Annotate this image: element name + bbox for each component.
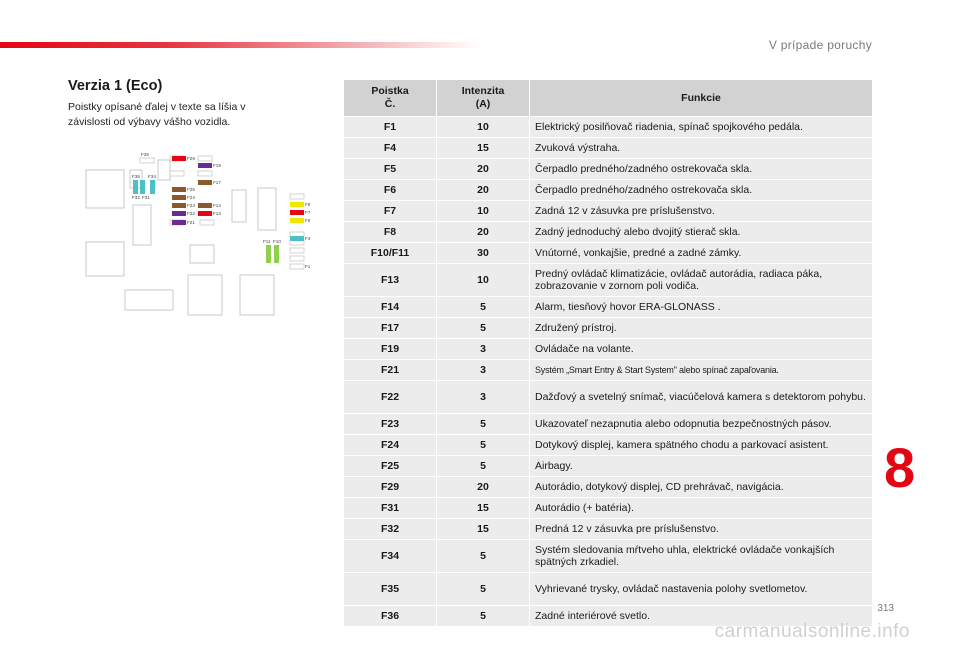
table-row: F4 15 Zvuková výstraha. <box>344 138 873 159</box>
relay-block <box>125 290 173 310</box>
label-f1: F1 <box>305 264 311 269</box>
table-row: F36 5 Zadné interiérové svetlo. <box>344 606 873 627</box>
relay-block <box>258 188 276 230</box>
label-f4: F4 <box>305 236 311 241</box>
table-row: F6 20 Čerpadlo predného/zadného ostrekovača skla. <box>344 180 873 201</box>
relay-block <box>232 190 246 222</box>
label-f29: F29 <box>187 156 195 161</box>
fuse-f22 <box>172 211 186 216</box>
fuse-f7 <box>290 210 304 215</box>
fuse-f25 <box>172 187 186 192</box>
header-fuse: Poistka Č. <box>344 80 437 117</box>
fuse-f10 <box>274 245 279 263</box>
relay-block <box>86 170 124 208</box>
fuse-f36 <box>133 180 138 194</box>
label-f25: F25 <box>187 187 195 192</box>
relay-block <box>133 205 151 245</box>
label-f17: F17 <box>213 180 221 185</box>
label-f21: F21 <box>187 220 195 225</box>
fuse-f6 <box>290 218 304 223</box>
fuse-slot <box>140 158 154 163</box>
table-row: F25 5 Airbagy. <box>344 456 873 477</box>
table-header-row <box>344 80 873 117</box>
fuse-f4 <box>290 236 304 241</box>
fuse-slot <box>198 156 212 161</box>
table-row: F13 10 Predný ovládač klimatizácie, ovládač autorádia, radiaca páka, zobrazovanie v zornom poli vodiča. <box>344 264 873 297</box>
fuse-slot <box>200 220 214 225</box>
fuse-f13 <box>198 211 212 216</box>
relay-block <box>240 275 274 315</box>
section-title: Verzia 1 (Eco) <box>68 78 163 94</box>
table-row: F7 10 Zadná 12 v zásuvka pre príslušenstvo. <box>344 201 873 222</box>
table-row: F21 3 Systém „Smart Entry & Start System" alebo spínač zapaľovania. <box>344 360 873 381</box>
fuse-f8 <box>290 202 304 207</box>
fuse-f17 <box>198 180 212 185</box>
label-f31: F31 <box>142 195 150 200</box>
table-row: F1 10 Elektrický posilňovač riadenia, spínač spojkového pedála. <box>344 117 873 138</box>
table-row: F23 5 Ukazovateľ nezapnutia alebo odopnutia bezpečnostných pásov. <box>344 414 873 435</box>
table-row: F34 5 Systém sledovania mŕtveho uhla, elektrické ovládače vonkajších spätných zrkadiel. <box>344 540 873 573</box>
fuse-box-diagram <box>80 150 320 325</box>
fuse-f19 <box>198 163 212 168</box>
fuse-f31 <box>150 180 155 194</box>
label-f13: F13 <box>213 211 221 216</box>
chapter-title: V prípade poruchy <box>768 38 872 52</box>
fuse-slot <box>198 171 212 176</box>
fuse-f1 <box>290 264 304 269</box>
label-f8: F8 <box>305 202 311 207</box>
fuse-f14 <box>198 203 212 208</box>
fuse-slot <box>290 256 304 261</box>
fuse-f24 <box>172 195 186 200</box>
label-f7: F7 <box>305 210 311 215</box>
fuse-slot <box>290 248 304 253</box>
table-row: F14 5 Alarm, tiesňový hovor ERA-GLONASS . <box>344 297 873 318</box>
fuse-f29 <box>172 156 186 161</box>
watermark: carmanualsonline.info <box>714 621 910 642</box>
label-f19: F19 <box>213 163 221 168</box>
header-accent-bar <box>0 42 480 48</box>
header-amperage: Intenzita (A) <box>437 80 530 117</box>
table-row: F8 20 Zadný jednoduchý alebo dvojitý stierač skla. <box>344 222 873 243</box>
fuse-f21 <box>172 220 186 225</box>
label-f32: F32 <box>132 195 140 200</box>
relay-block <box>86 242 124 276</box>
fuse-f23 <box>172 203 186 208</box>
table-row: F22 3 Dažďový a svetelný snímač, viacúčelová kamera s detektorom pohybu. <box>344 381 873 414</box>
section-intro: Poistky opísané ďalej v texte sa líšia v závislosti od výbavy vášho vozidla. <box>68 101 246 128</box>
label-f24: F24 <box>187 195 195 200</box>
label-f35: F35 <box>141 152 149 157</box>
relay-block <box>158 160 170 180</box>
table-row: F31 15 Autorádio (+ batéria). <box>344 498 873 519</box>
table-row: F32 15 Predná 12 v zásuvka pre príslušenstvo. <box>344 519 873 540</box>
table-row: F10/F11 30 Vnútorné, vonkajšie, predné a zadné zámky. <box>344 243 873 264</box>
label-f36: F36 <box>132 174 140 179</box>
table-row: F19 3 Ovládače na volante. <box>344 339 873 360</box>
label-f6: F6 <box>305 218 311 223</box>
table-row: F29 20 Autorádio, dotykový displej, CD prehrávač, navigácia. <box>344 477 873 498</box>
table-row: F24 5 Dotykový displej, kamera spätného chodu a parkovací asistent. <box>344 435 873 456</box>
label-f11: F11 <box>263 239 271 244</box>
label-f14: F14 <box>213 203 221 208</box>
table-row: F5 20 Čerpadlo predného/zadného ostrekovača skla. <box>344 159 873 180</box>
table-row: F35 5 Vyhrievané trysky, ovládač nastavenia polohy svetlometov. <box>344 573 873 606</box>
label-f22: F22 <box>187 211 195 216</box>
header-function: Funkcie <box>530 80 873 117</box>
relay-block <box>190 245 214 263</box>
label-f23: F23 <box>187 203 195 208</box>
table-row: F17 5 Združený prístroj. <box>344 318 873 339</box>
relay-block <box>188 275 222 315</box>
label-f34: F34 <box>148 174 156 179</box>
fuse-table <box>343 79 873 627</box>
chapter-number-badge: 8 <box>884 436 916 499</box>
fuse-f34 <box>140 180 145 194</box>
page-number: 313 <box>877 603 894 614</box>
label-f10: F10 <box>273 239 281 244</box>
fuse-slot <box>170 171 184 176</box>
fuse-slot <box>290 194 304 199</box>
fuse-f11 <box>266 245 271 263</box>
